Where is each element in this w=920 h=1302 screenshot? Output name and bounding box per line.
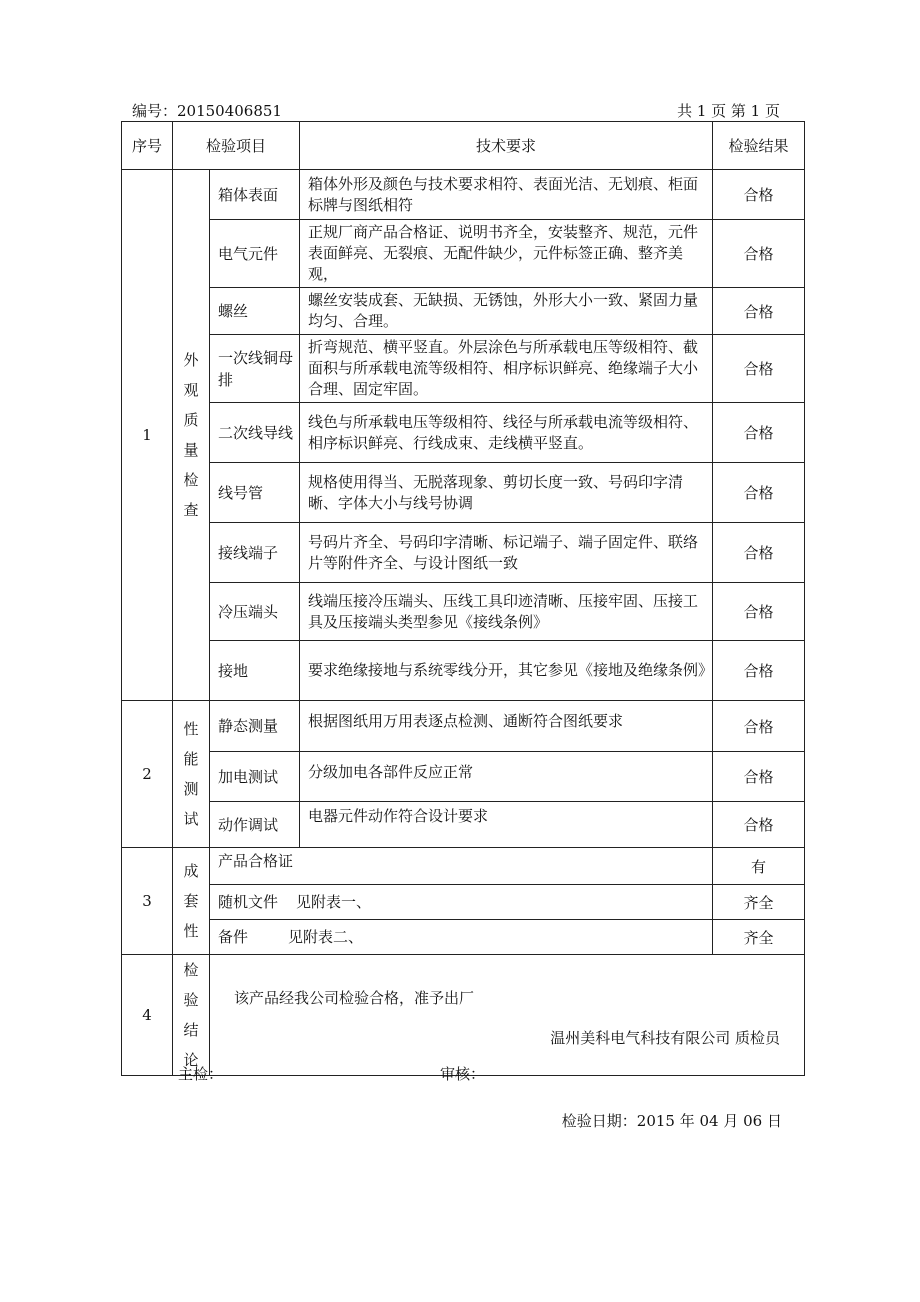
group-category: 性 能 测 试 bbox=[173, 701, 210, 848]
item-name: 螺丝 bbox=[210, 288, 300, 335]
table-row bbox=[122, 583, 805, 641]
page-info: 共 1 页 第 1 页 bbox=[677, 102, 780, 120]
result-value: 合格 bbox=[713, 523, 805, 583]
group-seq: 3 bbox=[122, 848, 173, 955]
column-header-seq: 序号 bbox=[122, 122, 173, 170]
table-row bbox=[122, 170, 805, 220]
table-row bbox=[122, 955, 805, 1076]
group-category: 外 观 质 量 检 查 bbox=[173, 170, 210, 701]
table-row bbox=[122, 523, 805, 583]
table-row bbox=[122, 463, 805, 523]
table-row bbox=[122, 802, 805, 848]
requirement-text: 折弯规范、横平竖直。外层涂色与所承载电压等级相符、截面积与所承载电流等级相符、相序标识鲜亮、绝缘端子大小合理、固定牢固。 bbox=[300, 335, 713, 403]
result-value: 合格 bbox=[713, 752, 805, 802]
table-row bbox=[122, 335, 805, 403]
conclusion-text: 该产品经我公司检验合格，准予出厂 bbox=[234, 989, 475, 1007]
table-row bbox=[122, 848, 805, 885]
result-value: 合格 bbox=[713, 288, 805, 335]
table-row bbox=[122, 641, 805, 701]
company-signature: 温州美科电气科技有限公司 质检员 bbox=[550, 1029, 781, 1047]
column-header-item: 检验项目 bbox=[173, 122, 300, 170]
group-category: 检 验 结 论 bbox=[173, 955, 210, 1076]
column-header-requirement: 技术要求 bbox=[300, 122, 713, 170]
inspection-date: 检验日期：2015 年 04 月 06 日 bbox=[561, 1112, 782, 1130]
item-name: 线号管 bbox=[210, 463, 300, 523]
group-seq: 2 bbox=[122, 701, 173, 848]
requirement-text: 正规厂商产品合格证、说明书齐全，安装整齐、规范，元件表面鲜亮、无裂痕、无配件缺少，元件标签正确、整齐美观， bbox=[300, 220, 713, 288]
item-name: 静态测量 bbox=[210, 701, 300, 752]
result-value: 齐全 bbox=[713, 920, 805, 955]
column-header-result: 检验结果 bbox=[713, 122, 805, 170]
requirement-text: 螺丝安装成套、无缺损、无锈蚀，外形大小一致、紧固力量均匀、合理。 bbox=[300, 288, 713, 335]
requirement-text: 分级加电各部件反应正常 bbox=[300, 752, 713, 802]
kit-item-certificate: 产品合格证 bbox=[210, 848, 713, 885]
result-value: 合格 bbox=[713, 220, 805, 288]
result-value: 合格 bbox=[713, 463, 805, 523]
table-row bbox=[122, 220, 805, 288]
result-value: 合格 bbox=[713, 170, 805, 220]
kit-item-spares bbox=[210, 920, 713, 955]
reviewer-label: 审核： bbox=[440, 1065, 486, 1083]
requirement-text: 电器元件动作符合设计要求 bbox=[300, 802, 713, 848]
result-value: 合格 bbox=[713, 802, 805, 848]
result-value: 有 bbox=[713, 848, 805, 885]
table-row bbox=[122, 885, 805, 920]
requirement-text: 根据图纸用万用表逐点检测、通断符合图纸要求 bbox=[300, 701, 713, 752]
table-row bbox=[122, 403, 805, 463]
item-name: 接线端子 bbox=[210, 523, 300, 583]
group-seq: 4 bbox=[122, 955, 173, 1076]
main-inspector-label: 主检： bbox=[178, 1065, 224, 1083]
document-number: 编号：20150406851 bbox=[132, 102, 282, 120]
requirement-text: 箱体外形及颜色与技术要求相符、表面光洁、无划痕、柜面标牌与图纸相符 bbox=[300, 170, 713, 220]
kit-text: 见附表一、 bbox=[296, 893, 372, 911]
table-row bbox=[122, 701, 805, 752]
result-value: 合格 bbox=[713, 403, 805, 463]
kit-label: 随机文件 bbox=[218, 893, 279, 911]
item-name: 加电测试 bbox=[210, 752, 300, 802]
item-name: 冷压端头 bbox=[210, 583, 300, 641]
requirement-text: 规格使用得当、无脱落现象、剪切长度一致、号码印字清晰、字体大小与线号协调 bbox=[300, 463, 713, 523]
result-value: 齐全 bbox=[713, 885, 805, 920]
result-value: 合格 bbox=[713, 641, 805, 701]
group-seq: 1 bbox=[122, 170, 173, 701]
result-value: 合格 bbox=[713, 583, 805, 641]
requirement-text: 线色与所承载电压等级相符、线径与所承载电流等级相符、相序标识鲜亮、行线成束、走线横平竖直。 bbox=[300, 403, 713, 463]
inspection-table bbox=[121, 121, 805, 1076]
table-header-row bbox=[122, 122, 805, 170]
requirement-text: 线端压接冷压端头、压线工具印迹清晰、压接牢固、压接工具及压接端头类型参见《接线条例》 bbox=[300, 583, 713, 641]
result-value: 合格 bbox=[713, 701, 805, 752]
kit-item-documents bbox=[210, 885, 713, 920]
table-row bbox=[122, 752, 805, 802]
table-row bbox=[122, 920, 805, 955]
item-name: 电气元件 bbox=[210, 220, 300, 288]
requirement-text: 号码片齐全、号码印字清晰、标记端子、端子固定件、联络片等附件齐全、与设计图纸一致 bbox=[300, 523, 713, 583]
item-name: 二次线导线 bbox=[210, 403, 300, 463]
item-name: 接地 bbox=[210, 641, 300, 701]
item-name: 箱体表面 bbox=[210, 170, 300, 220]
table-row bbox=[122, 288, 805, 335]
kit-label: 备件 bbox=[218, 928, 249, 946]
requirement-text: 要求绝缘接地与系统零线分开，其它参见《接地及绝缘条例》 bbox=[300, 641, 713, 701]
item-name: 动作调试 bbox=[210, 802, 300, 848]
group-category: 成 套 性 bbox=[173, 848, 210, 955]
kit-text: 见附表二、 bbox=[288, 928, 364, 946]
item-name: 一次线铜母排 bbox=[210, 335, 300, 403]
conclusion-cell bbox=[210, 955, 805, 1076]
result-value: 合格 bbox=[713, 335, 805, 403]
